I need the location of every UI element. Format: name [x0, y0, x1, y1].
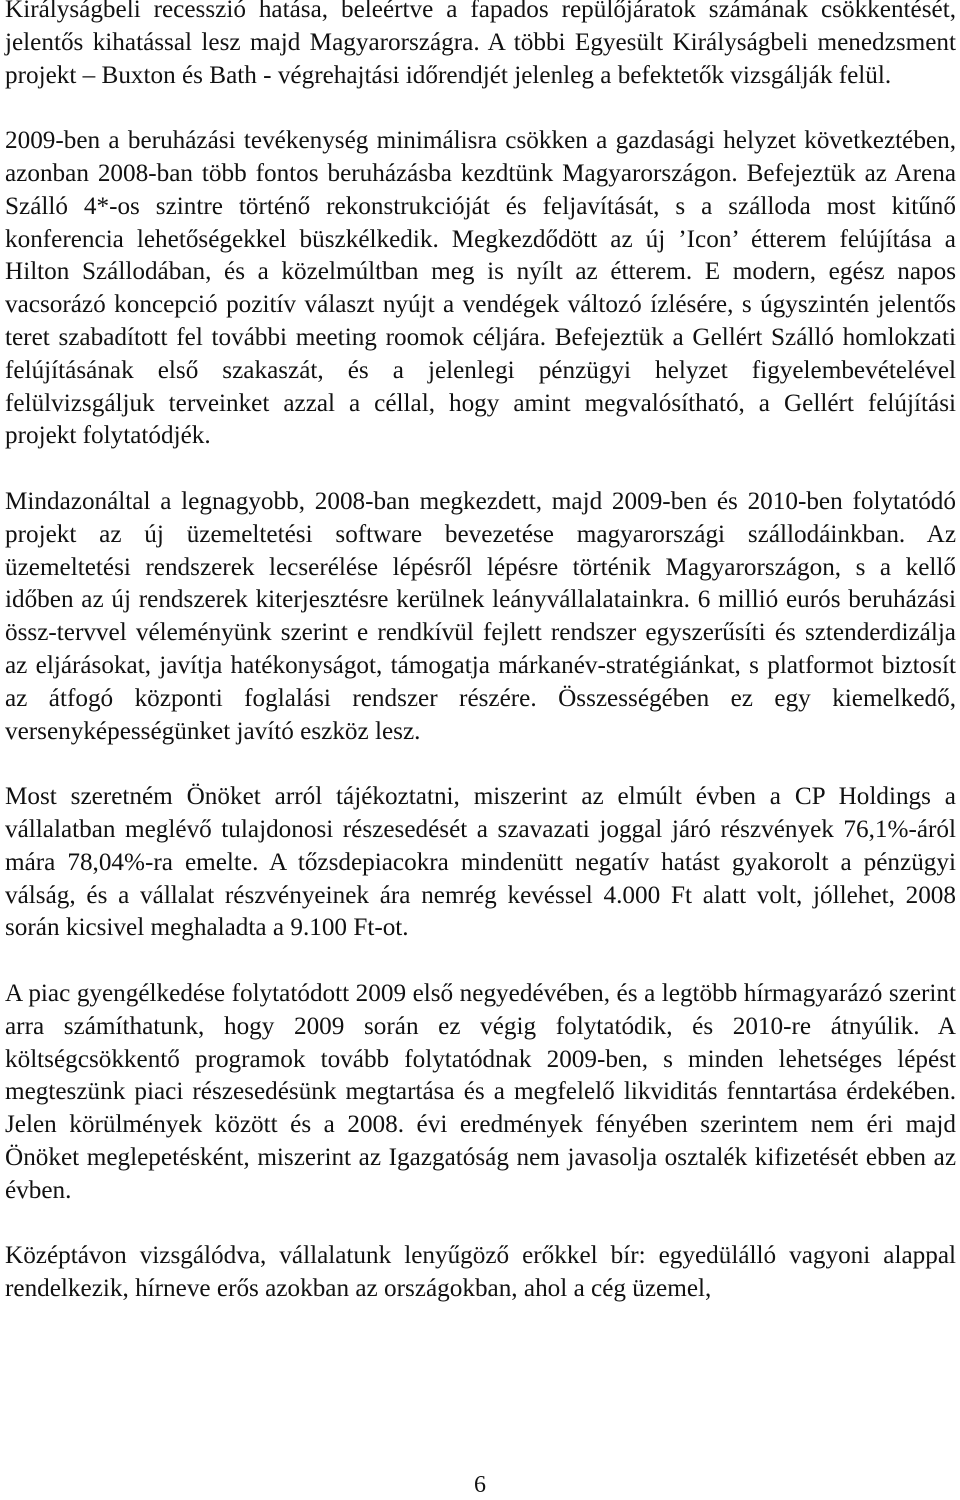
paragraph-shareholding: Most szeretném Önöket arról tájékoztatni, miszerint az elmúlt évben a CP Holdings a vállalatban meglévő tulajdonosi részesedését a szavazati joggal járó részvények 76,1%-áról mára 78,04%-ra emelte. A tőzsdepiacokra mindenütt negatív hatást gyakorolt a pénzügyi válság, és a vállalat részvényeinek ára nemrég kevéssel 4.000 Ft alatt volt, jóllehet, 2008 során kicsivel meghaladta a 9.100 Ft-ot. — [5, 783, 956, 942]
page-number: 6 — [474, 1472, 486, 1498]
document-page — [5, 0, 956, 1339]
paragraph-uk-recession: Királyságbeli recesszió hatása, beleértve a fapados repülőjáratok számának csökkentését, jelentős kihatással lesz majd Magyarországra. A többi Egyesült Királyságbeli menedzsment projekt – Buxton és Bath - végrehajtási időrendjét jelenleg a befektetők vizsgálják felül. — [5, 0, 956, 89]
paragraph-operating-software: Mindazonáltal a legnagyobb, 2008-ban megkezdett, majd 2009-ben és 2010-ben folytatódó projekt az új üzemeltetési software bevezetése magyarországi szállodáinkban. Az üzemeltetési rendszerek lecserélése lépésről lépésre történik Magyarországon, s a kellő időben az új rendszerek kiterjesztésre kerülnek leányvállalatainkra. 6 millió eurós beruházási össz-tervvel véleményünk szerint e rendkívül fejlett rendszer egyszerűsíti és sztenderdizálja az eljárásokat, javítja hatékonyságot, támogatja márkanév-stratégiánkat, s platformot biztosít az átfogó központi foglalási rendszer részére. Összességében ez egy kiemelkedő, versenyképességünket javító eszköz lesz. — [5, 487, 956, 745]
paragraph-market-outlook: A piac gyengélkedése folytatódott 2009 első negyedévében, és a legtöbb hírmagyarázó szerint arra számíthatunk, hogy 2009 során ez végig folytatódik, és 2010-re átnyúlik. A költségcsökkentő programok tovább folytatódnak 2009-ben, s minden lehetséges lépést megteszünk piaci részesedésünk megtartása és a megfelelő likviditás fenntartása érdekében. Jelen körülmények között és a 2008. évi eredmények fényében szerintem nem éri majd Önöket meglepetésként, miszerint az Igazgatóság nem javasolja osztalék kifizetését ebben az évben. — [5, 979, 956, 1204]
paragraph-medium-term: Középtávon vizsgálódva, vállalatunk lenyűgöző erőkkel bír: egyedülálló vagyoni alappal rendelkezik, hírneve erős azokban az országokban, ahol a cég üzemel, — [5, 1242, 956, 1303]
paragraph-investment-2009: 2009-ben a beruházási tevékenység minimálisra csökken a gazdasági helyzet következtében, azonban 2008-ban több fontos beruházásba kezdtünk Magyarországon. Befejeztük az Arena Szálló 4*-os szintre történő rekonstrukcióját és feljavítását, s a szálloda most kitűnő konferencia lehetőségekkel büszkélkedik. Megkezdődött az új ’Icon’ étterem felújítása a Hilton Szállodában, és a közelmúltban meg is nyílt az étterem. E modern, egész napos vacsorázó koncepció pozitív választ nyújt a vendégek változó ízlésére, s úgyszintén jelentős teret szabadított fel további meeting roomok céljára. Befejeztük a Gellért Szálló homlokzati felújításának első szakaszát, és a jelenlegi pénzügyi helyzet figyelembevételével felülvizsgáljuk terveinket azzal a céllal, hogy amint megvalósítható, a Gellért felújítási projekt folytatódjék. — [5, 127, 956, 450]
